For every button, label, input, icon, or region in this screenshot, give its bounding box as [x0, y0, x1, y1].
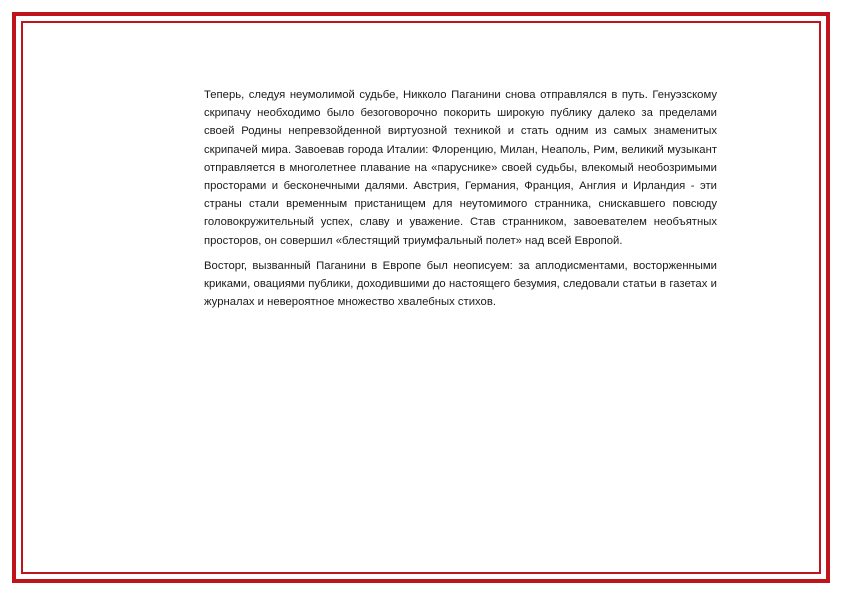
document-body	[204, 86, 717, 318]
paragraph-1: Теперь, следуя неумолимой судьбе, Никколо Паганини снова отправлялся в путь. Генуэзскому скрипачу необходимо было безоговорочно покорить широкую публику далеко за пределами своей Родины непревзойденной виртуозной техникой и стать одним из самых знаменитых скрипачей мира. Завоевав города Италии: Флоренцию, Милан, Неаполь, Рим, великий музыкант отправляется в многолетнее плавание на «паруснике» своей судьбы, влекомый необозримыми просторами и бесконечными далями. Австрия, Германия, Франция, Англия и Ирландия - эти страны стали временным пристанищем для неутомимого странника, снискавшего повсюду головокружительный успех, славу и уважение. Став странником, завоевателем необъятных просторов, он совершил «блестящий триумфальный полет» над всей Европой.	[204, 89, 717, 247]
paragraph-2: Восторг, вызванный Паганини в Европе был неописуем: за аплодисментами, восторженными криками, овациями публики, доходившими до настоящего безумия, следовали статьи в газетах и журналах и невероятное множество хвалебных стихов.	[204, 259, 717, 309]
